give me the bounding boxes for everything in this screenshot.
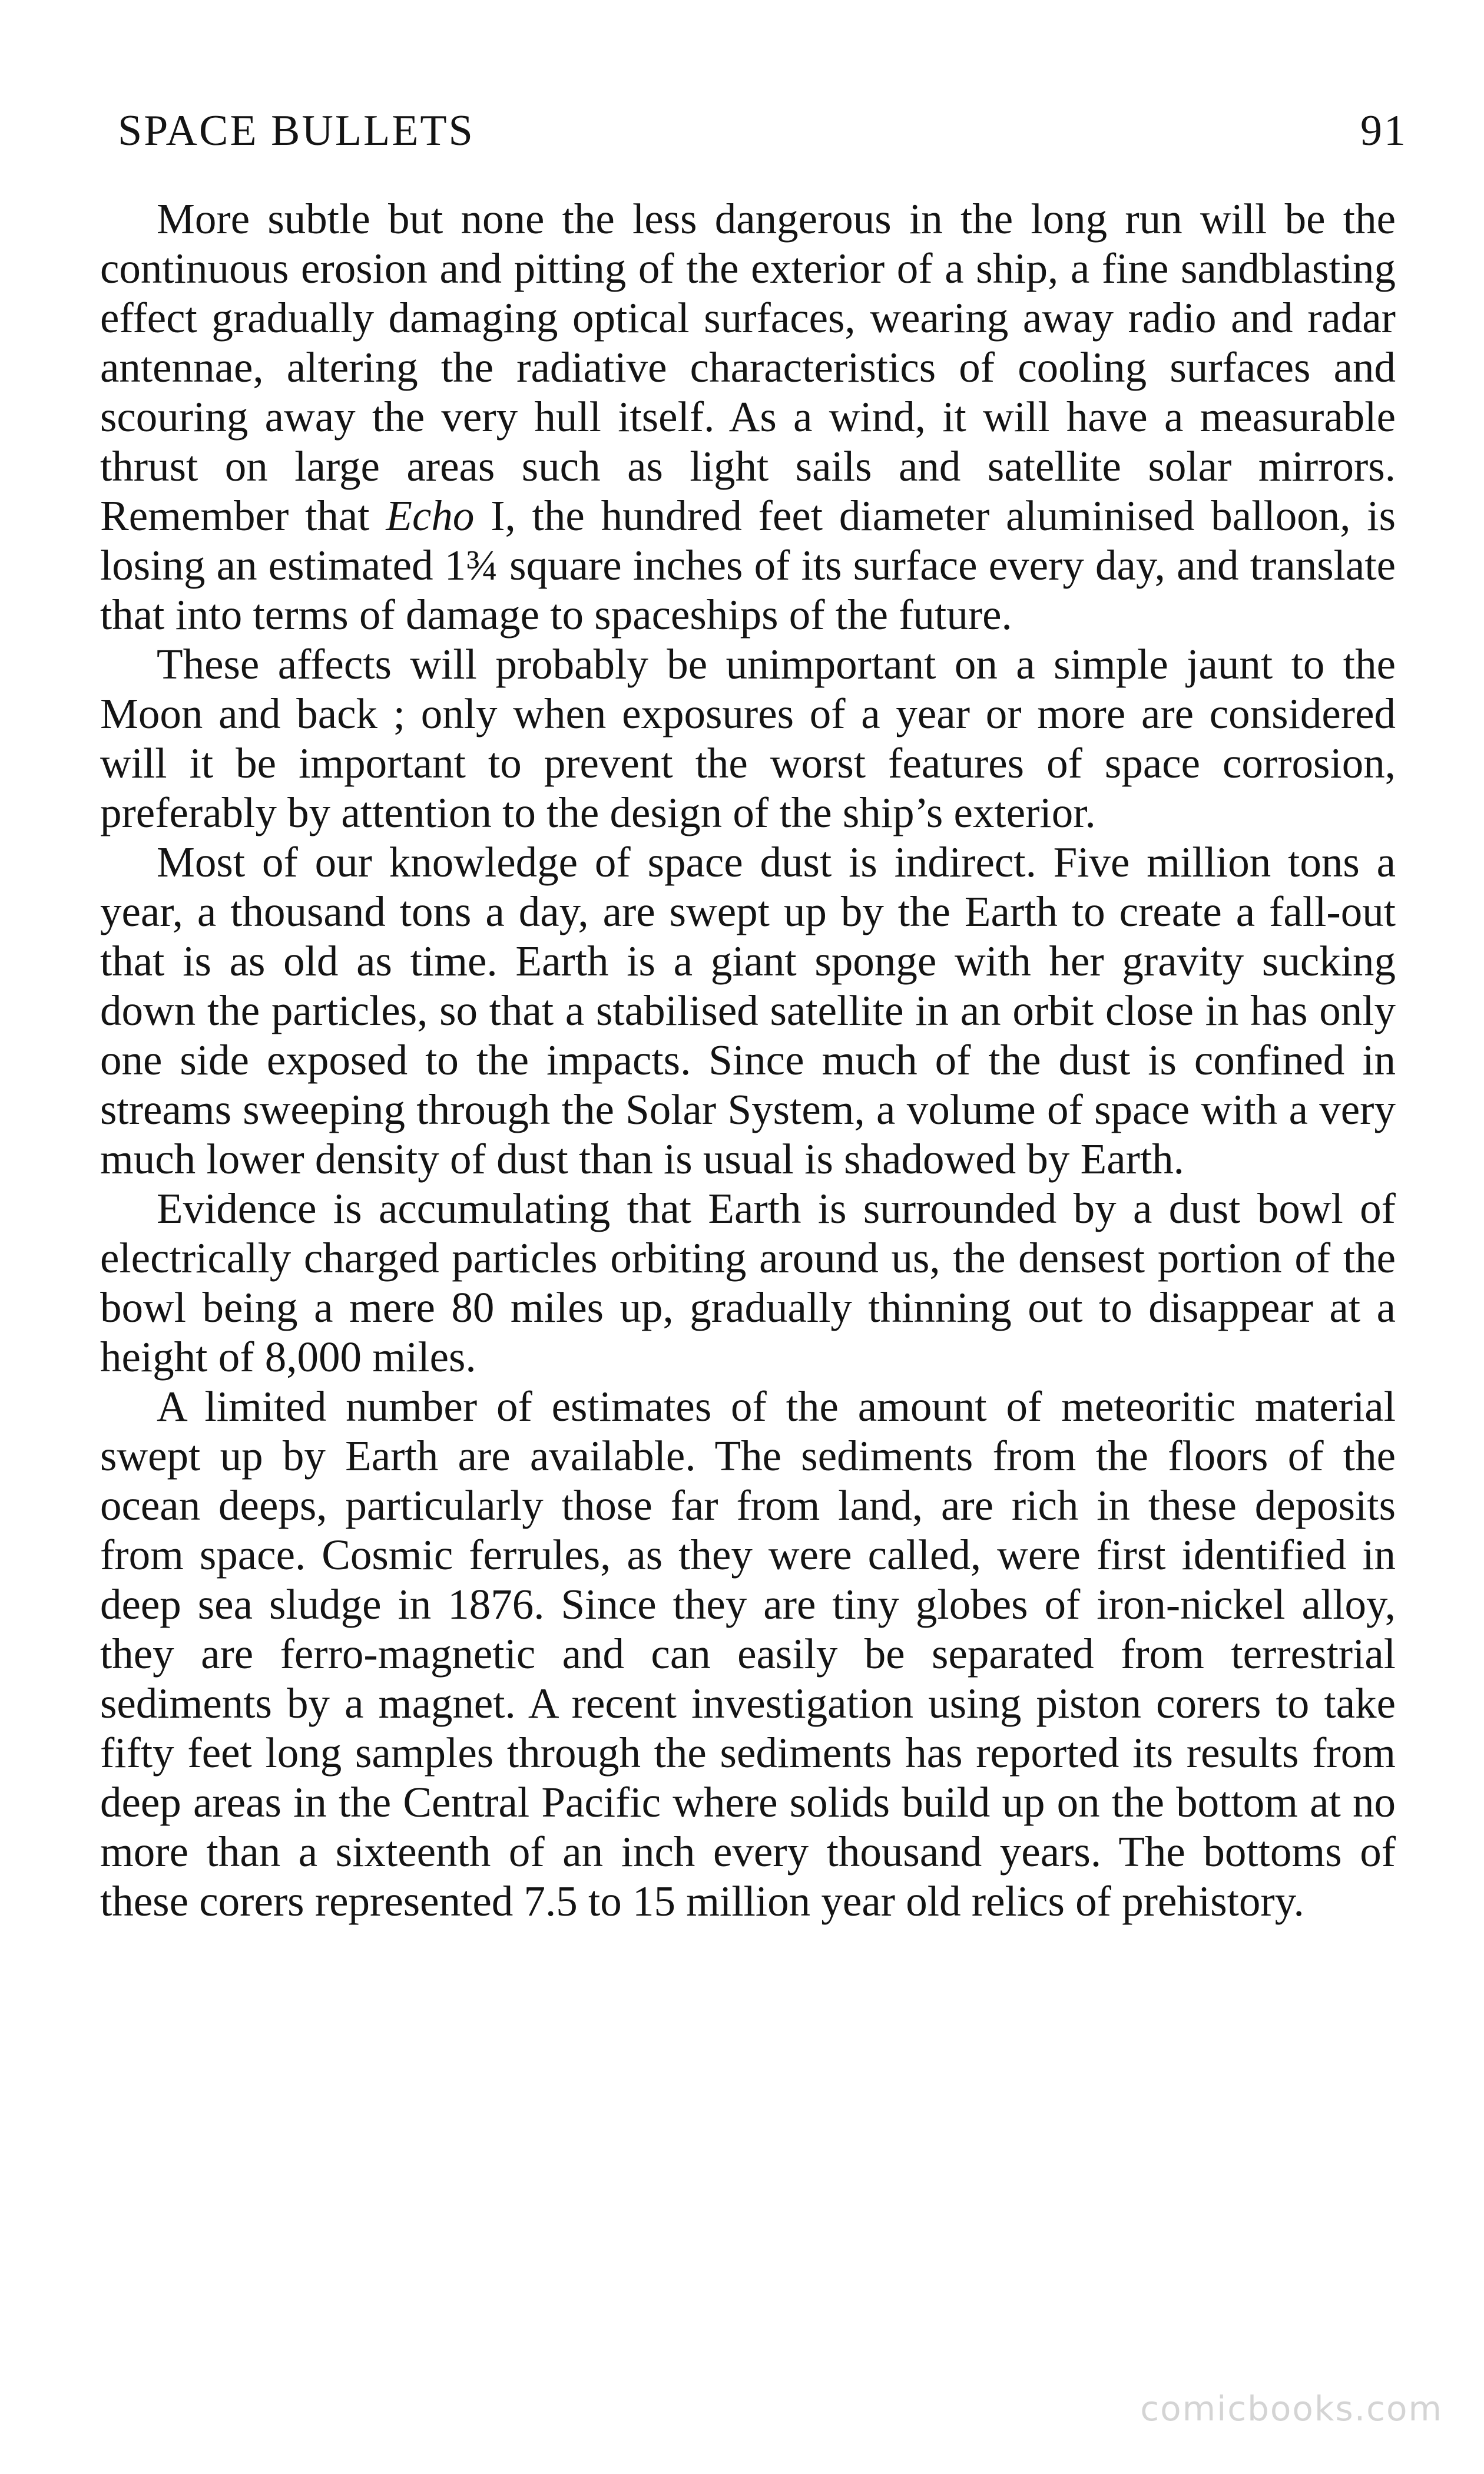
paragraph-1-text-b: I, the hundred feet diameter aluminised balloon, is losing an estimated 1¾ square inches of its surface every day, and translate that into terms of damage to spaceships of the future. (100, 492, 1396, 639)
paragraph-1 (100, 194, 1396, 640)
paragraph-3: Most of our knowledge of space dust is indirect. Five million tons a year, a thousand tons a day, are swept up by the Earth to create a fall-out that is as old as time. Earth is a giant sponge with her gravity sucking down the particles, so that a stabilised satellite in an orbit close in has only one side exposed to the impacts. Since much of the dust is confined in streams sweeping through the Solar System, a volume of space with a very much lower density of dust than is usual is shadowed by Earth. (100, 838, 1396, 1183)
paragraph-4: Evidence is accumulating that Earth is surrounded by a dust bowl of electrically charged particles orbiting around us, the densest portion of the bowl being a mere 80 miles up, gradually thinning out to disappear at a height of 8,000 miles. (100, 1185, 1396, 1381)
paragraph-1-text-a: More subtle but none the less dangerous in the long run will be the continuous erosion and pitting of the exterior of a ship, a fine sandblasting effect gradually damaging optical surfaces, wearing away radio and radar antennae, altering the radiative characteristics of cooling surfaces and scouring away the very hull itself. As a wind, it will have a measurable thrust on large areas such as light sails and satellite solar mirrors. Remember that (100, 195, 1396, 540)
paragraph-2: These affects will probably be unimportant on a simple jaunt to the Moon and back ; only when exposures of a year or more are considered will it be important to prevent the worst features of space corrosion, preferably by attention to the design of the ship’s exterior. (100, 640, 1396, 836)
body-text (100, 194, 1396, 1926)
paragraph-5: A limited number of estimates of the amount of meteoritic material swept up by Earth are available. The sediments from the floors of the ocean deeps, particularly those far from land, are rich in these deposits from space. Cosmic ferrules, as they were called, were first identified in deep sea sludge in 1876. Since they are tiny globes of iron-nickel alloy, they are ferro-magnetic and can easily be separated from terrestrial sediments by a magnet. A recent investigation using piston corers to take fifty feet long samples through the sediments has reported its results from deep areas in the Central Pacific where solids build up on the bottom at no more than a sixteenth of an inch every thousand years. The bottoms of these corers represented 7.5 to 15 million year old relics of prehistory. (100, 1382, 1396, 1925)
watermark: comicbooks.com (1140, 2389, 1443, 2429)
book-page (100, 106, 1407, 1926)
running-title: SPACE BULLETS (118, 107, 475, 155)
page-number: 91 (1360, 107, 1407, 155)
ship-name-italic: Echo (386, 492, 475, 540)
running-head (100, 106, 1407, 171)
